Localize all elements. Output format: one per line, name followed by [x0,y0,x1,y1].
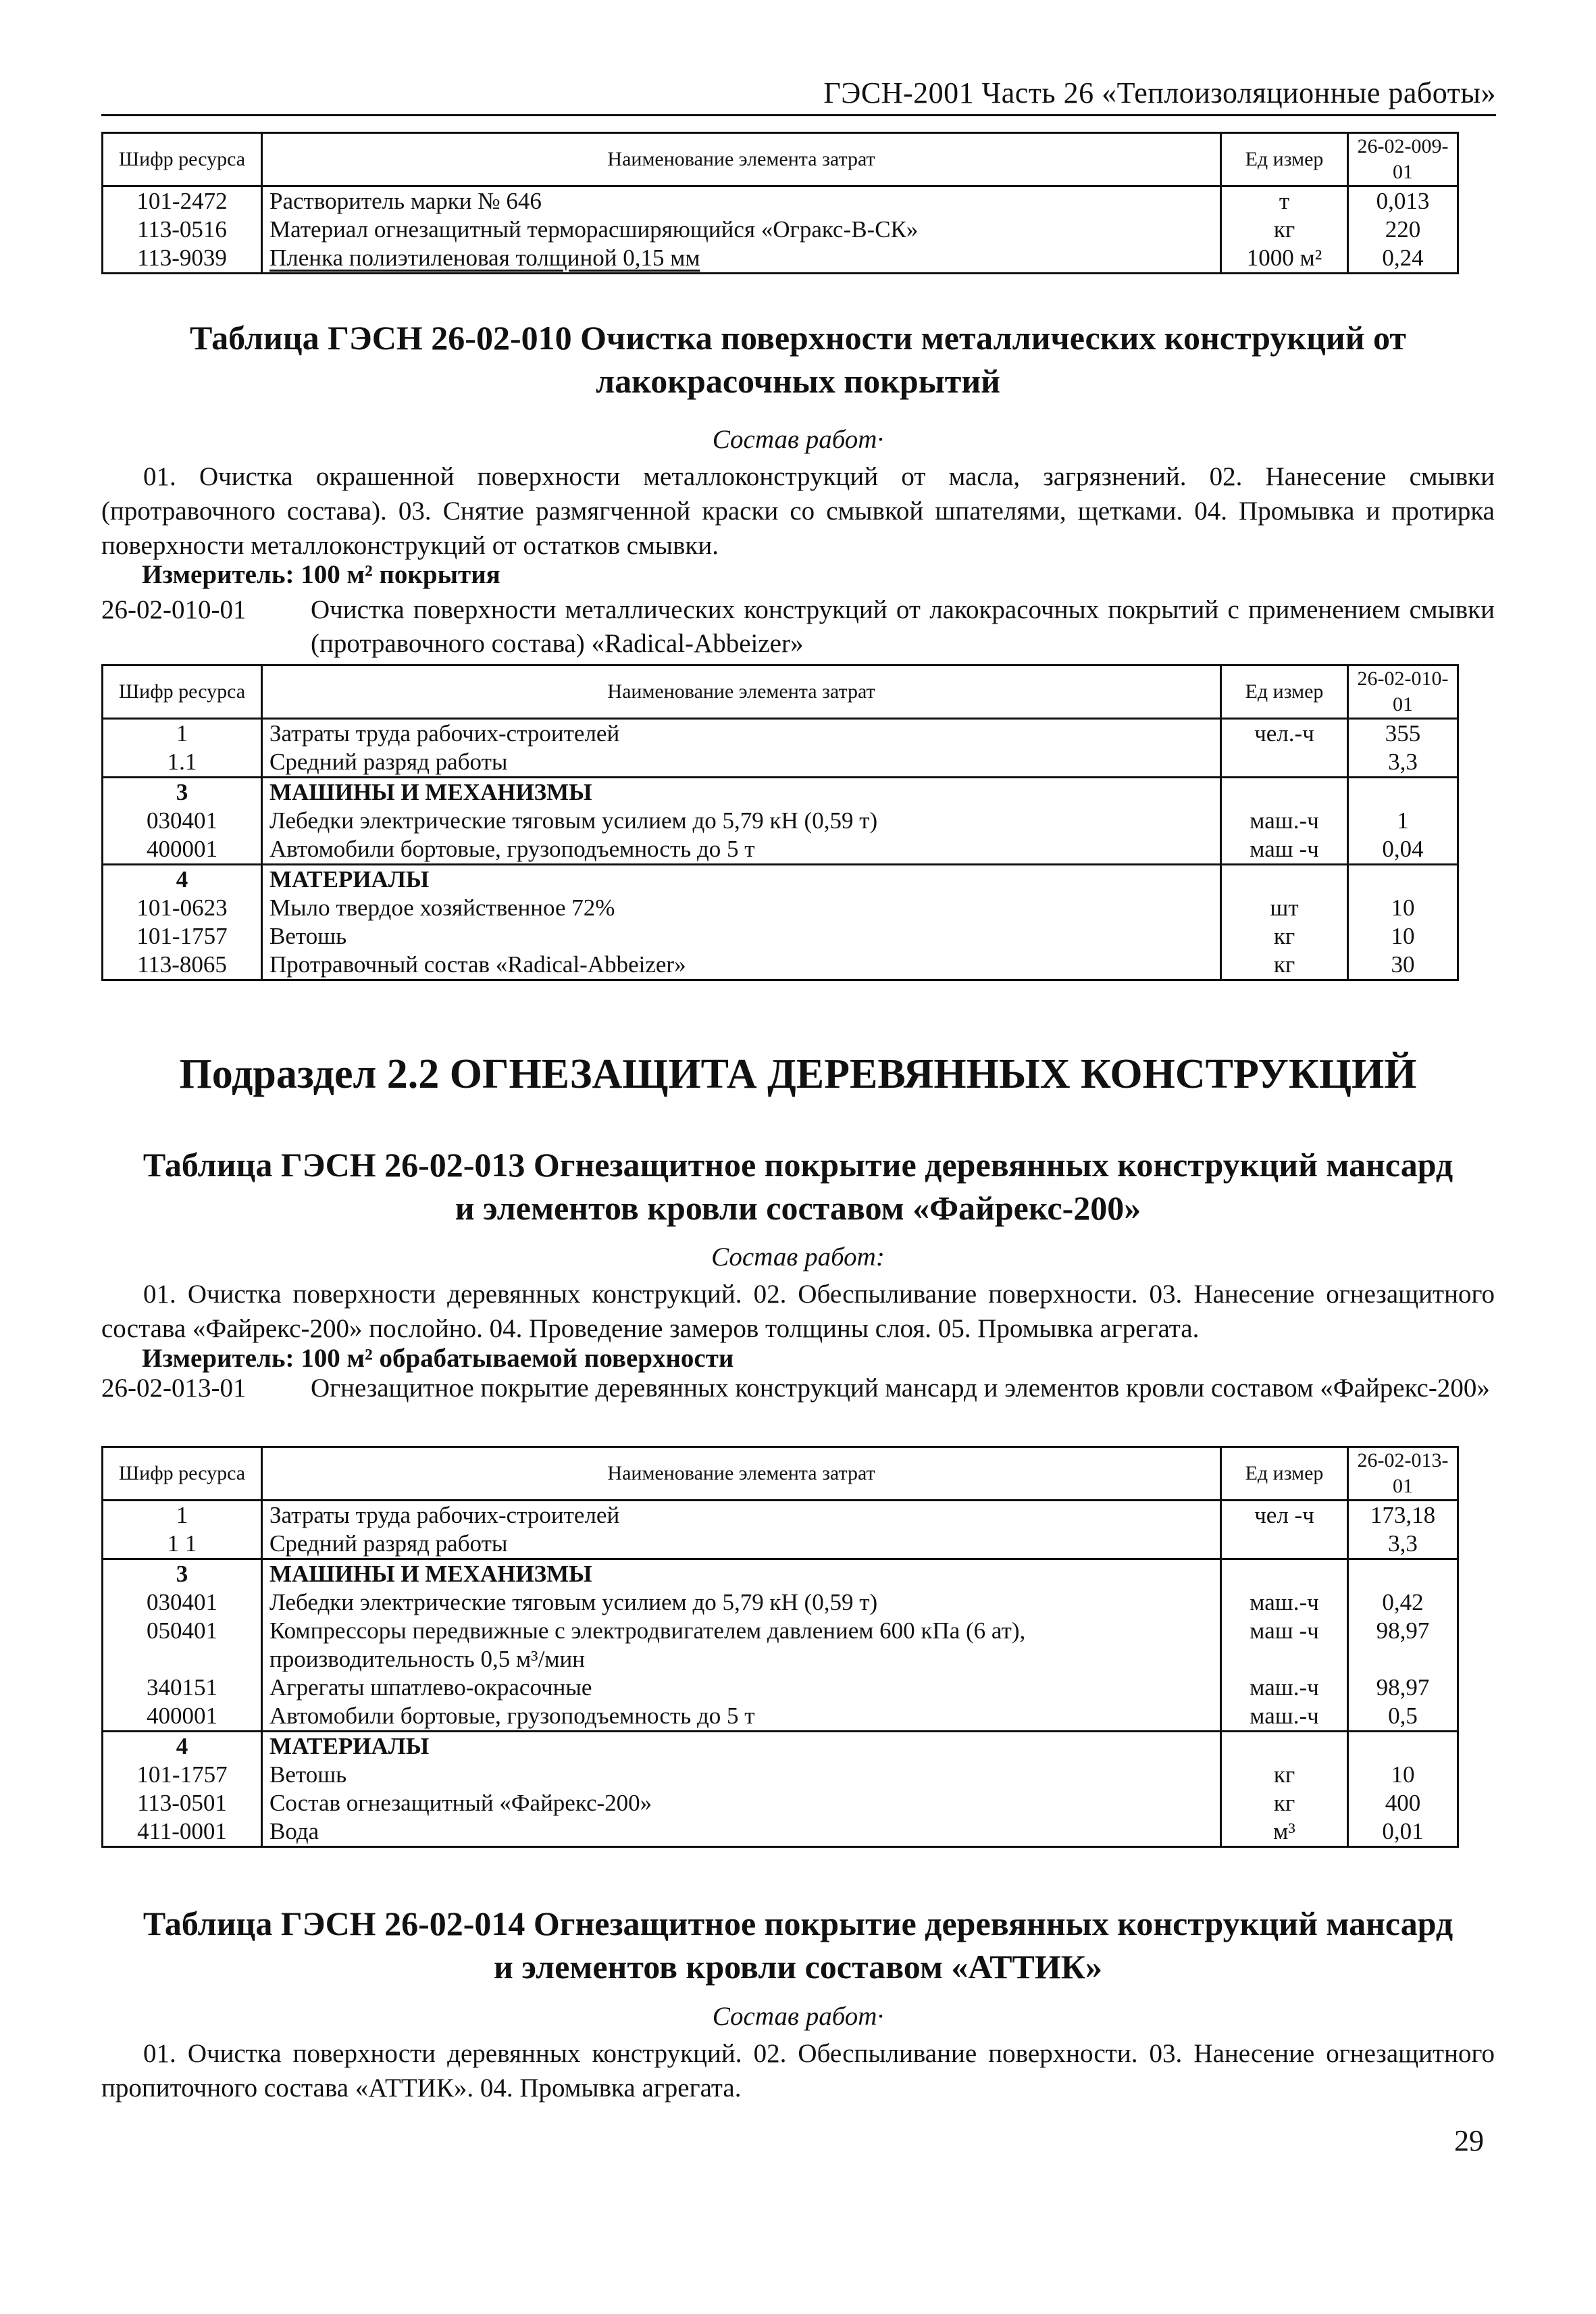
page-number: 29 [1454,2124,1484,2157]
table-row [103,951,1458,980]
header-unit: Ед измер [1221,133,1348,186]
sostav-label-013: Состав работ: [711,1242,885,1272]
row-name: Средний разряд работы [262,748,1221,778]
header-code: Шифр ресурса [103,665,262,719]
table-row [103,1530,1458,1559]
row-value [1348,1559,1458,1589]
row-name: Автомобили бортовые, грузоподъемность до 5 т [262,835,1221,865]
row-name: Агрегаты шпатлево-окрасочные [262,1674,1221,1702]
row-value: 10 [1348,894,1458,922]
row-unit: 1000 м² [1221,244,1348,274]
row-value: 0,01 [1348,1817,1458,1847]
table-013-title: Таблица ГЭСН 26-02-013 Огнезащитное покрытие деревянных конструкций мансард и элементов кровли составом «Файрекс-200» [143,1146,1453,1227]
row-name: Автомобили бортовые, грузоподъемность до 5 т [262,1702,1221,1732]
header-norm: 26-02-010-01 [1348,665,1458,719]
row-code: 400001 [103,835,262,865]
norm-013 [101,1372,1495,1405]
row-code: 4 [103,1732,262,1761]
row-code: 101-0623 [103,894,262,922]
row-value: 0,42 [1348,1588,1458,1617]
row-code: 113-0501 [103,1789,262,1817]
row-value: 355 [1348,719,1458,749]
resource-table-010 [101,664,1459,981]
row-name: Затраты труда рабочих-строителей [262,1501,1221,1530]
row-name: Ветошь [262,922,1221,951]
row-unit [1221,865,1348,895]
measure-010: Измеритель: 100 м² покрытия [142,560,500,589]
row-unit: т [1221,186,1348,216]
row-name: Протравочный состав «Radical-Abbeizer» [262,951,1221,980]
resource-table-009 [101,132,1459,274]
row-code: 411-0001 [103,1817,262,1847]
row-value [1348,778,1458,807]
table-row [103,186,1458,216]
row-unit [1221,1530,1348,1559]
header-code: Шифр ресурса [103,1447,262,1501]
table-section-row [103,1559,1458,1589]
row-code: 101-2472 [103,186,262,216]
table-row [103,216,1458,244]
table-014-title: Таблица ГЭСН 26-02-014 Огнезащитное покрытие деревянных конструкций мансард и элементов кровли составом «АТТИК» [143,1905,1453,1986]
row-code: 1 [103,1501,262,1530]
row-unit: чел -ч [1221,1501,1348,1530]
row-name: Вода [262,1817,1221,1847]
row-code: 113-8065 [103,951,262,980]
row-unit: шт [1221,894,1348,922]
row-value: 3,3 [1348,748,1458,778]
table-row [103,835,1458,865]
sostav-label-010: Состав работ· [712,425,884,454]
row-code: 113-0516 [103,216,262,244]
row-code: 1.1 [103,748,262,778]
norm-text-013: Огнезащитное покрытие деревянных конструкций мансард и элементов кровли составом «Файрекс-200» [311,1374,1490,1403]
row-unit: кг [1221,922,1348,951]
table-row [103,1501,1458,1530]
row-name: Растворитель марки № 646 [262,186,1221,216]
row-unit: кг [1221,951,1348,980]
table-row [103,719,1458,749]
measure-013: Измеритель: 100 м² обрабатываемой поверхности [142,1344,734,1373]
row-name: МАШИНЫ И МЕХАНИЗМЫ [262,778,1221,807]
row-name: Пленка полиэтиленовая толщиной 0,15 мм [262,244,1221,274]
row-unit: м³ [1221,1817,1348,1847]
row-value: 98,97 [1348,1674,1458,1702]
table-row [103,1761,1458,1789]
row-value: 1 [1348,807,1458,835]
table-header-row [103,133,1458,186]
row-value: 400 [1348,1789,1458,1817]
table-row [103,894,1458,922]
row-value [1348,865,1458,895]
row-value: 0,013 [1348,186,1458,216]
row-unit: маш -ч [1221,1617,1348,1674]
row-name: Лебедки электрические тяговым усилием до 5,79 кН (0,59 т) [262,1588,1221,1617]
table-row [103,1702,1458,1732]
header-unit: Ед измер [1221,665,1348,719]
norm-code-010: 26-02-010-01 [101,595,247,624]
row-unit: маш.-ч [1221,1674,1348,1702]
row-value: 0,04 [1348,835,1458,865]
row-name: Мыло твердое хозяйственное 72% [262,894,1221,922]
row-code: 101-1757 [103,922,262,951]
sostav-label-014: Состав работ· [712,2002,884,2031]
row-unit [1221,1732,1348,1761]
row-value: 3,3 [1348,1530,1458,1559]
sostav-text-013: 01. Очистка поверхности деревянных конструкций. 02. Обеспыливание поверхности. 03. Нанесение огнезащитного состава «Файрекс-200» послойно. 04. Проведение замеров толщины слоя. 05. Промывка агрегата. [101,1280,1495,1343]
table-row [103,807,1458,835]
header-code: Шифр ресурса [103,133,262,186]
norm-text-010: Очистка поверхности металлических конструкций от лакокрасочных покрытий с применением смывки (протравочного состава) «Radical-Abbeizer» [311,595,1495,658]
sostav-text-010: 01. Очистка окрашенной поверхности металлоконструкций от масла, загрязнений. 02. Нанесение смывки (протравочного состава). 03. Снятие размягченной краски со смывкой шпателями, щетками. 04. Промывка и протирка поверхности металлоконструкций от остатков смывки. [101,462,1495,560]
table-row [103,1588,1458,1617]
table-header-row [103,665,1458,719]
row-name: Ветошь [262,1761,1221,1789]
table-row [103,1674,1458,1702]
sostav-text-014: 01. Очистка поверхности деревянных конструкций. 02. Обеспыливание поверхности. 03. Нанесение огнезащитного пропиточного состава «АТТИК». 04. Промывка агрегата. [101,2039,1495,2103]
table-section-row [103,865,1458,895]
resource-table-013 [101,1446,1459,1848]
running-header: ГЭСН-2001 Часть 26 «Теплоизоляционные работы» [101,76,1496,116]
table-row [103,244,1458,274]
table-section-row [103,778,1458,807]
table-row [103,1817,1458,1847]
row-name: Состав огнезащитный «Файрекс-200» [262,1789,1221,1817]
row-value: 10 [1348,1761,1458,1789]
row-code: 1 1 [103,1530,262,1559]
row-code: 050401 [103,1617,262,1674]
row-value: 220 [1348,216,1458,244]
row-name: Затраты труда рабочих-строителей [262,719,1221,749]
row-value [1348,1732,1458,1761]
table-row [103,1617,1458,1674]
row-code: 030401 [103,807,262,835]
header-unit: Ед измер [1221,1447,1348,1501]
header-norm: 26-02-009-01 [1348,133,1458,186]
row-code: 1 [103,719,262,749]
row-unit: чел.-ч [1221,719,1348,749]
row-unit: маш.-ч [1221,1588,1348,1617]
row-code: 101-1757 [103,1761,262,1789]
row-name: Компрессоры передвижные с электродвигателем давлением 600 кПа (6 ат), производительность 0,5 м³/мин [262,1617,1221,1674]
row-code: 113-9039 [103,244,262,274]
row-value: 10 [1348,922,1458,951]
row-unit: маш.-ч [1221,1702,1348,1732]
row-value: 0,5 [1348,1702,1458,1732]
table-row [103,922,1458,951]
norm-010 [101,593,1495,661]
row-unit: маш.-ч [1221,807,1348,835]
row-unit [1221,778,1348,807]
row-code: 340151 [103,1674,262,1702]
row-value: 173,18 [1348,1501,1458,1530]
row-unit [1221,1559,1348,1589]
row-unit: кг [1221,216,1348,244]
header-name: Наименование элемента затрат [262,1447,1221,1501]
table-row [103,1789,1458,1817]
row-value: 98,97 [1348,1617,1458,1674]
table-010-title: Таблица ГЭСН 26-02-010 Очистка поверхности металлических конструкций от лакокрасочных покрытий [190,319,1406,400]
table-header-row [103,1447,1458,1501]
row-name: Лебедки электрические тяговым усилием до 5,79 кН (0,59 т) [262,807,1221,835]
row-code: 030401 [103,1588,262,1617]
table-row [103,748,1458,778]
row-unit: маш -ч [1221,835,1348,865]
row-code: 400001 [103,1702,262,1732]
row-name: Материал огнезащитный терморасширяющийся «Огракс-В-СК» [262,216,1221,244]
row-unit: кг [1221,1789,1348,1817]
row-name: МАТЕРИАЛЫ [262,1732,1221,1761]
row-name: Средний разряд работы [262,1530,1221,1559]
row-code: 3 [103,1559,262,1589]
header-name: Наименование элемента затрат [262,133,1221,186]
row-code: 3 [103,778,262,807]
subsection-title: Подраздел 2.2 ОГНЕЗАЩИТА ДЕРЕВЯННЫХ КОНСТРУКЦИЙ [179,1051,1417,1097]
row-name: МАТЕРИАЛЫ [262,865,1221,895]
row-unit: кг [1221,1761,1348,1789]
row-name: МАШИНЫ И МЕХАНИЗМЫ [262,1559,1221,1589]
row-value: 30 [1348,951,1458,980]
norm-code-013: 26-02-013-01 [101,1374,247,1403]
table-section-row [103,1732,1458,1761]
header-name: Наименование элемента затрат [262,665,1221,719]
row-code: 4 [103,865,262,895]
header-norm: 26-02-013-01 [1348,1447,1458,1501]
row-value: 0,24 [1348,244,1458,274]
row-unit [1221,748,1348,778]
